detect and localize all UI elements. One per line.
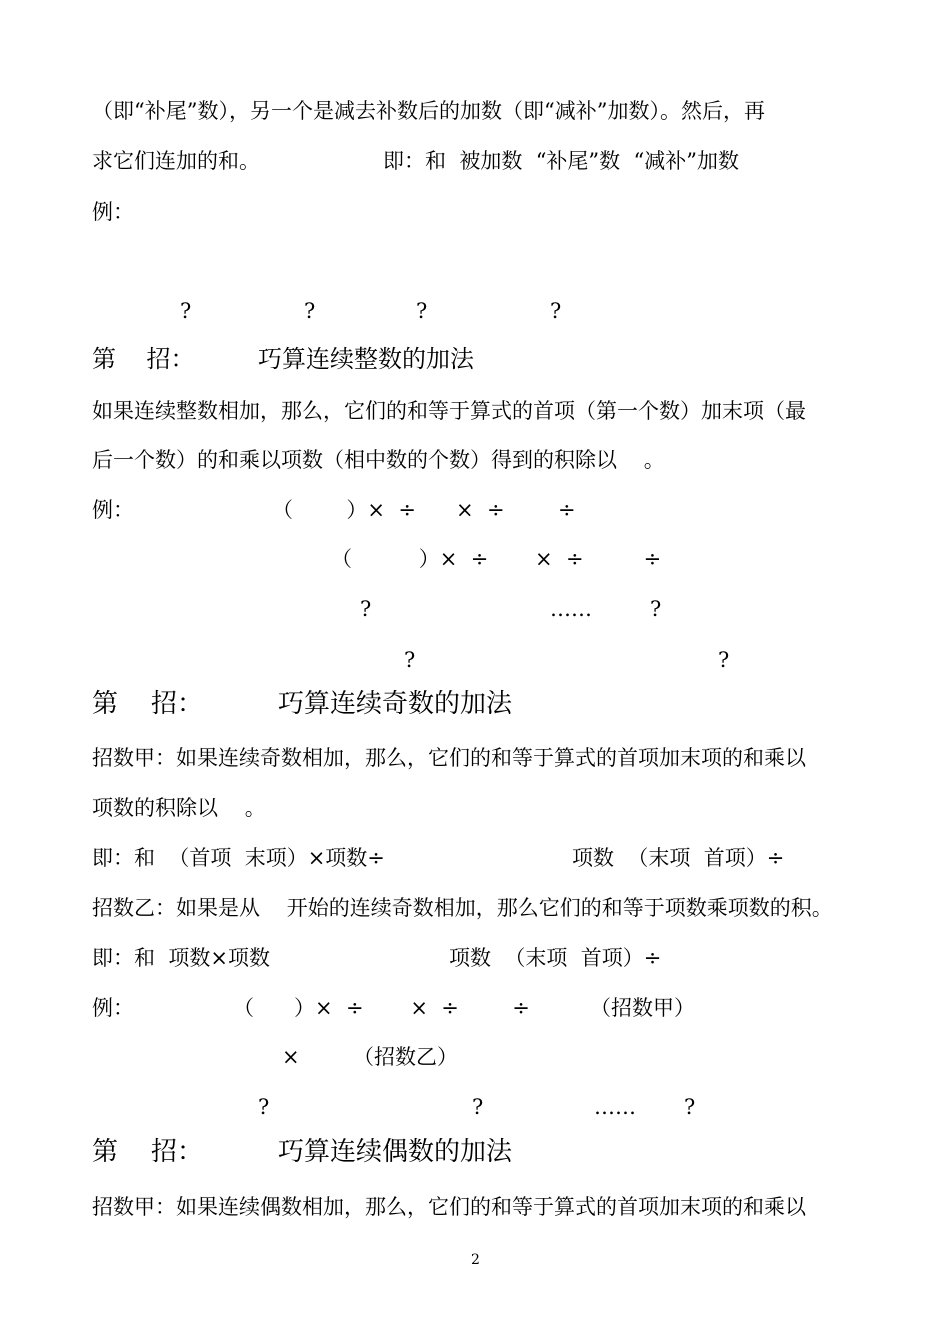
- question-mark: ?: [304, 299, 316, 323]
- paragraph-line: 如果连续整数相加，那么，它们的和等于算式的首项（第一个数）加末项（最: [92, 399, 806, 423]
- section-heading-number: 第 招：: [92, 689, 204, 719]
- formula-line: 即：和 项数×项数: [92, 946, 270, 970]
- formula-line: 项数 （末项 首项）÷: [572, 846, 785, 870]
- paragraph-line: 项数的积除以 。: [92, 796, 266, 820]
- ellipsis: ……: [594, 1095, 636, 1119]
- formula-line: 即：和 （首项 末项）×项数÷: [92, 846, 385, 870]
- section-heading: 巧算连续整数的加法: [258, 345, 474, 373]
- example-label: 例：: [92, 200, 134, 224]
- formula-line: 即：和 被加数 “补尾”数 “减补”加数: [383, 149, 739, 173]
- section-heading-number: 第 招：: [92, 1137, 204, 1167]
- question-mark: ?: [472, 1095, 484, 1119]
- paragraph-line: 求它们连加的和。: [92, 149, 260, 173]
- example-label: 例：: [92, 498, 134, 522]
- paragraph-line: 招数甲：如果连续偶数相加，那么，它们的和等于算式的首项加末项的和乘以: [92, 1195, 806, 1219]
- question-mark: ?: [650, 597, 662, 621]
- example-expression: （ ）× ÷ × ÷ ÷ （招数甲）: [233, 996, 695, 1020]
- paragraph-line: 招数乙：如果是从 开始的连续奇数相加，那么它们的和等于项数乘项数的积。: [92, 896, 833, 920]
- paragraph-line: 招数甲：如果连续奇数相加，那么，它们的和等于算式的首项加末项的和乘以: [92, 746, 806, 770]
- section-heading: 巧算连续奇数的加法: [278, 689, 513, 719]
- section-heading: 巧算连续偶数的加法: [278, 1137, 513, 1167]
- question-mark: ?: [180, 299, 192, 323]
- question-mark: ?: [416, 299, 428, 323]
- question-mark: ?: [404, 648, 416, 672]
- question-mark: ?: [258, 1095, 270, 1119]
- section-heading-number: 第 招：: [92, 345, 195, 373]
- example-label: 例：: [92, 996, 134, 1020]
- formula-line: 项数 （末项 首项）÷: [449, 946, 662, 970]
- question-mark: ?: [550, 299, 562, 323]
- question-mark: ?: [684, 1095, 696, 1119]
- example-expression: （ ）× ÷ × ÷ ÷: [331, 547, 662, 571]
- question-mark: ?: [718, 648, 730, 672]
- question-mark: ?: [360, 597, 372, 621]
- paragraph-line: （即“补尾”数），另一个是减去补数后的加数（即“减补”加数）。然后，再: [92, 99, 765, 123]
- ellipsis: ……: [550, 597, 592, 621]
- page-number: 2: [471, 1252, 480, 1268]
- paragraph-line: 后一个数）的和乘以项数（相中数的个数）得到的积除以 。: [92, 448, 665, 472]
- example-expression: （ ）× ÷ × ÷ ÷: [272, 498, 576, 522]
- example-expression: × （招数乙）: [282, 1045, 458, 1069]
